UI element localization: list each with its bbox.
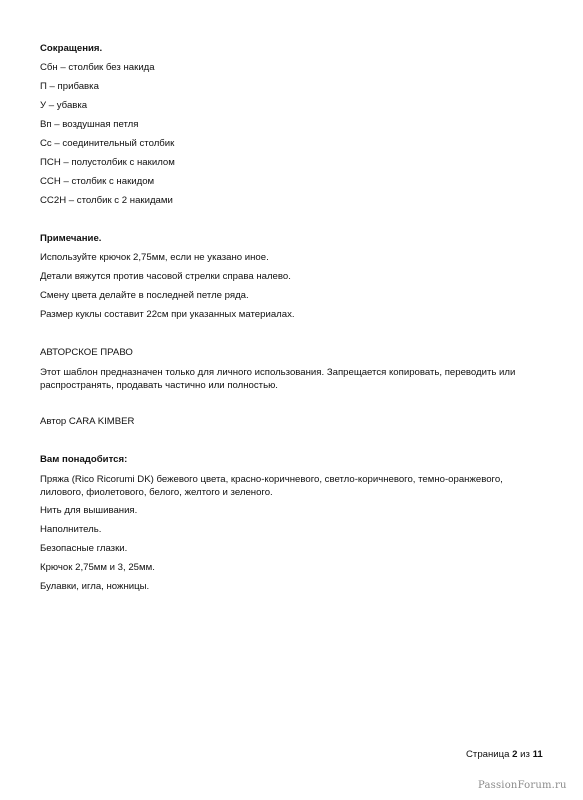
abbreviation-item: Вп – воздушная петля: [40, 119, 139, 130]
note-item: Смену цвета делайте в последней петле ряда.: [40, 290, 249, 301]
note-item: Детали вяжутся против часовой стрелки справа налево.: [40, 271, 291, 282]
copyright-text: Этот шаблон предназначен только для личного использования. Запрещается копировать, переводить или распространять, продавать частично или полностью.: [40, 367, 516, 391]
abbreviation-item: П – прибавка: [40, 81, 99, 92]
watermark: PassionForum.ru: [478, 780, 567, 791]
page-number-current: 2: [512, 749, 518, 760]
abbreviation-item: ПСН – полустолбик с накилом: [40, 157, 175, 168]
page-number-total: 11: [532, 749, 543, 760]
materials-item: Нить для вышивания.: [40, 505, 138, 516]
materials-item: Крючок 2,75мм и 3, 25мм.: [40, 562, 155, 573]
materials-item: Безопасные глазки.: [40, 543, 128, 554]
note-item: Используйте крючок 2,75мм, если не указано иное.: [40, 252, 269, 263]
note-heading: Примечание.: [40, 233, 102, 244]
materials-item: Булавки, игла, ножницы.: [40, 581, 150, 592]
page-number-prefix: Страница: [466, 749, 513, 760]
abbreviation-item: СС2Н – столбик с 2 накидами: [40, 195, 173, 206]
page-number-middle: из: [517, 749, 533, 760]
note-item: Размер куклы составит 22см при указанных материалах.: [40, 309, 295, 320]
abbreviation-item: Сс – соединительный столбик: [40, 138, 175, 149]
author: Автор CARA KIMBER: [40, 416, 135, 427]
page-number: [466, 749, 543, 760]
materials-heading: Вам понадобится:: [40, 454, 128, 465]
abbreviation-item: У – убавка: [40, 100, 88, 111]
abbreviations-heading: Сокращения.: [40, 43, 103, 54]
materials-yarn: Пряжа (Rico Ricorumi DK) бежевого цвета, красно-коричневого, светло-коричневого, темно-оранжевого, лилового, фиолетового, белого, желтого и зеленого.: [40, 474, 503, 498]
abbreviation-item: Сбн – столбик без накида: [40, 62, 155, 73]
abbreviation-item: ССН – столбик с накидом: [40, 176, 155, 187]
materials-item: Наполнитель.: [40, 524, 102, 535]
copyright-heading: АВТОРСКОЕ ПРАВО: [40, 347, 133, 358]
